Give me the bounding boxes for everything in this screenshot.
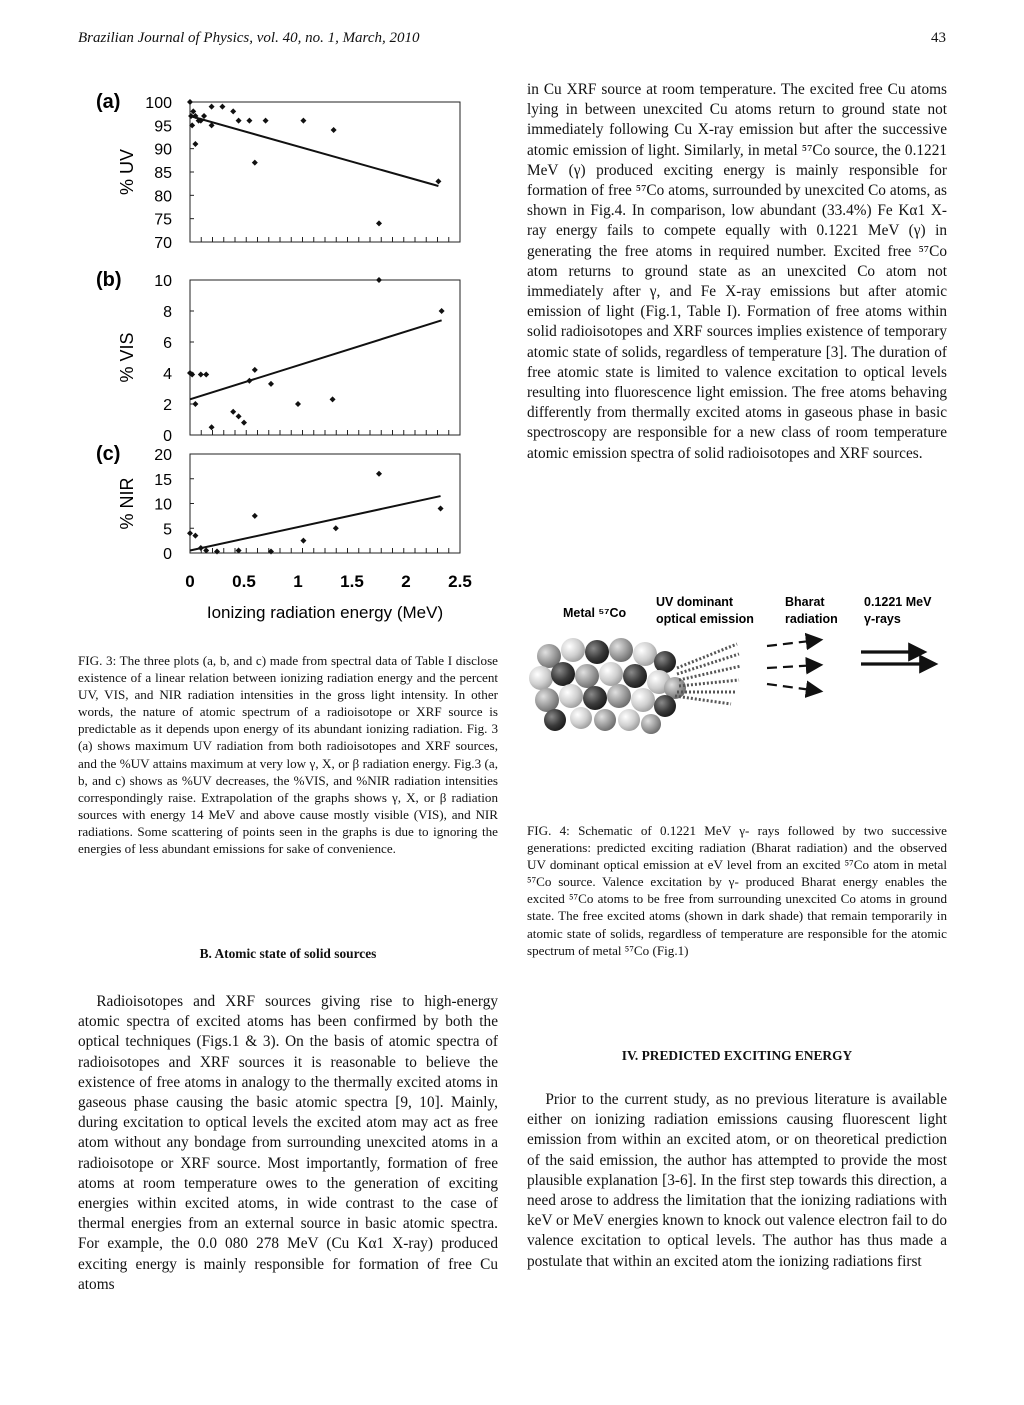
journal-header: Brazilian Journal of Physics, vol. 40, no. 1, March, 2010 (78, 30, 420, 46)
section-iv-title: IV. PREDICTED EXCITING ENERGY (621, 1048, 853, 1063)
panel-b-ytick-label: 6 (163, 335, 172, 352)
co-atom-cluster (529, 638, 686, 734)
panel-a-point (263, 118, 269, 124)
fig3-chart (78, 82, 498, 630)
panel-b-ytick-label: 10 (154, 273, 172, 290)
panel-c-ytick-label: 0 (163, 546, 172, 563)
panel-b-point (330, 396, 336, 402)
panel-b-point (268, 381, 274, 387)
x-tick-label: 2.5 (448, 572, 472, 591)
panel-c-frame (190, 454, 460, 553)
panel-b-point (241, 420, 247, 426)
bharat-radiation-arrows (767, 640, 819, 691)
panel-b-point (252, 367, 258, 373)
panel-a-ytick-label: 95 (154, 118, 172, 136)
panel-b-point (230, 409, 236, 415)
panel-a-point (246, 118, 252, 124)
fig4-gamma-label-1: 0.1221 MeV (864, 595, 932, 609)
panel-a-ytick-label: 100 (145, 95, 172, 112)
gamma-ray-arrows (861, 652, 932, 664)
panel-a-ytick-label: 85 (154, 165, 172, 182)
x-tick-label: 0.5 (232, 572, 256, 591)
x-axis-label: Ionizing radiation energy (MeV) (206, 603, 444, 622)
x-tick-label: 0 (185, 572, 195, 591)
uv-emission-rays (675, 644, 741, 704)
panel-a-ytick-label: 70 (154, 235, 172, 252)
panel-c-point (376, 471, 382, 477)
panel-b-ytick-label: 0 (163, 428, 172, 445)
panel-b-label: (b) (96, 269, 122, 291)
fig4-uv-label-1: UV dominant (656, 595, 734, 609)
x-tick-label: 2 (401, 572, 411, 591)
panel-a-point (376, 220, 382, 226)
panel-b-point (192, 401, 198, 407)
panel-b-trend-line (190, 320, 442, 399)
panel-b-point (295, 401, 301, 407)
panel-a-point (230, 108, 236, 114)
panel-c-point (333, 525, 339, 531)
panel-b-point (203, 372, 209, 378)
panel-c-point (214, 549, 220, 555)
panel-a-ytick-label: 90 (154, 141, 172, 159)
panel-c-ytick-label: 20 (154, 447, 172, 464)
panel-a-ytick-label: 80 (154, 188, 172, 206)
panel-a-point (236, 118, 242, 124)
panel-c-point (438, 505, 444, 511)
panel-b-point (376, 277, 382, 283)
right-body-paragraph-bottom: Prior to the current study, as no previous literature is available either on ionizing radiation emissions causing fluorescent light emission from within an excited atom, or on theoretical prediction of the said emission, the author has attempted to provide the most plausible explanation [3-6]. In the first step towards this direction, a need arose to address the limitation that the ionizing radiations with keV or MeV energies known to knock out valence electron fail to do valence excitation to optical levels. The author has thus made a postulate that within an excited atom the ionizing radiations first (527, 1091, 947, 1270)
panel-b-ytick-label: 2 (163, 397, 172, 414)
panel-b-ytick-label: 4 (163, 366, 172, 383)
fig4-uv-label-2: optical emission (656, 612, 754, 626)
panel-b-point (236, 413, 242, 419)
fig4-metal-label: Metal ⁵⁷Co (563, 606, 627, 620)
fig4-caption: FIG. 4: Schematic of 0.1221 MeV γ- rays followed by two successive generations: predicted exciting radiation (Bharat radiation) and the observed UV dominant optical emission at eV level from an excited ⁵⁷Co atom in metal ⁵⁷Co source. Valence excitation by γ- produced Bharat energy enables the excited ⁵⁷Co atoms to be free from surrounding unexcited Co atoms in ground state. The free excited atoms (shown in dark shade) that remain temporarily in atomic state of solids, regardless of temperature are responsible for the atomic spectrum of metal ⁵⁷Co (Fig.1) (527, 823, 947, 958)
panel-a-point (252, 160, 258, 166)
fig4-bharat-label-1: Bharat (785, 595, 825, 609)
panel-c-point (187, 530, 193, 536)
fig4-gamma-label-2: γ-rays (864, 612, 901, 626)
panel-c-point (252, 513, 258, 519)
panel-c-ytick-label: 15 (154, 471, 172, 489)
panel-a-point (201, 113, 207, 119)
panel-c-trend-line (190, 496, 441, 550)
panel-a-point (192, 141, 198, 147)
fig3-caption: FIG. 3: The three plots (a, b, and c) made from spectral data of Table I disclose existence of a linear relation between ionizing radiation energy and the percent UV, VIS, and NIR radiation intensities in the gross light intensity. In other words, the nature of atomic spectrum of a radioisotope or XRF source is predictable as it depends upon energy of its abundant ionizing radiation. Fig. 3 (a) shows maximum UV radiation from both radioisotopes and XRF sources, and the %UV attains maximum at very low γ, X, or β radiation energy. Fig.3 (a, b, and c) shows as %UV decreases, the %VIS, and %NIR radiation intensities correspondingly raise. Extrapolation of the graphs shows γ, X, or β radiation sources with energy 14 MeV and above cause mostly visible (VIS), and NIR radiations. Some scattering of points seen in the graphs is due to ignoring the energies of less abundant emissions for sake of convenience. (78, 653, 498, 857)
panel-a-point (435, 178, 441, 184)
page-number: 43 (931, 30, 946, 46)
panel-c-ylabel: % NIR (117, 477, 137, 530)
panel-a-ylabel: % UV (117, 148, 137, 196)
panel-c-label: (c) (96, 443, 121, 465)
panel-b-ylabel: % VIS (117, 332, 137, 383)
left-body-paragraph: Radioisotopes and XRF sources giving rise to high-energy atomic spectra of excited atoms has been confirmed by both the optical techniques (Figs.1 & 3). On the basis of atomic spectra of radioisotopes and XRF sources it is reasonable to believe the existence of free atoms in analogy to the thermally excited atoms in gaseous phase causing the basic atomic spectra [9, 10]. Mainly, during excitation to optical levels the excited atom may act as free atom without any bondage from surrounding unexcited atoms in a radioisotope or XRF source. Most importantly, formation of free atoms at room temperature owes to the generation of exciting energies within excited atoms, in wide contrast to the case of thermal energies from an external source in basic atomic spectra. For example, the 0.0 080 278 MeV (Cu Kα1 X-ray) produced exciting energy is mainly responsible for formation of free Cu atoms (78, 993, 498, 1293)
panel-c-ytick-label: 10 (154, 496, 172, 514)
panel-b-point (209, 424, 215, 430)
x-tick-label: 1.5 (340, 572, 364, 591)
panel-a-point (219, 104, 225, 110)
panel-a-label: (a) (96, 91, 121, 113)
panel-a-point (187, 99, 193, 105)
panel-a-trend-line (190, 116, 438, 186)
fig4-schematic (527, 588, 947, 738)
panel-a-ytick-label: 75 (154, 211, 172, 229)
panel-b-point (439, 308, 445, 314)
panel-b-point (198, 372, 204, 378)
panel-c-point (192, 533, 198, 539)
panel-a-point (300, 118, 306, 124)
panel-a-frame (190, 102, 460, 242)
section-b-title: B. Atomic state of solid sources (199, 946, 377, 961)
panel-c-ytick-label: 5 (163, 521, 172, 539)
panel-b-ytick-label: 8 (163, 304, 172, 321)
x-tick-label: 1 (293, 572, 303, 591)
panel-a-point (331, 127, 337, 133)
panel-a-point (209, 104, 215, 110)
right-body-paragraph-top: in Cu XRF source at room temperature. The excited free Cu atoms lying in between unexcited Cu atoms return to ground state not immediately following Cu X-ray emission but after the successive atomic emission of light. Similarly, in metal ⁵⁷Co source, the 0.1221 MeV (γ) produced exciting energy is mainly responsible for formation of free ⁵⁷Co atoms, surrounded by unexcited Co atoms, as shown in Fig.4. In comparison, low abundant (33.4%) Fe Kα1 X-ray energy fails to compete equally with 0.1221 MeV (γ) in generating the free atoms in required number. Excited free ⁵⁷Co atom returns to ground state as an unexcited Co atom not immediately after γ, and Fe X-ray emissions but after atomic emission of light (Fig.1, Table I). Formation of free atoms within solid radioisotopes and XRF sources implies existence of temporary atomic state of solids, regardless of temperature [3]. The duration of free atomic state is limited to valence excitation to optical levels resulting into fluorescence light emission. The free atoms behaving differently from thermally excited atoms in gaseous phase in basic spectroscopy are responsible for a new class of room temperature atomic emission spectra of solid radioisotopes and XRF sources. (527, 81, 947, 462)
fig4-bharat-label-2: radiation (785, 612, 838, 626)
panel-c-point (300, 538, 306, 544)
